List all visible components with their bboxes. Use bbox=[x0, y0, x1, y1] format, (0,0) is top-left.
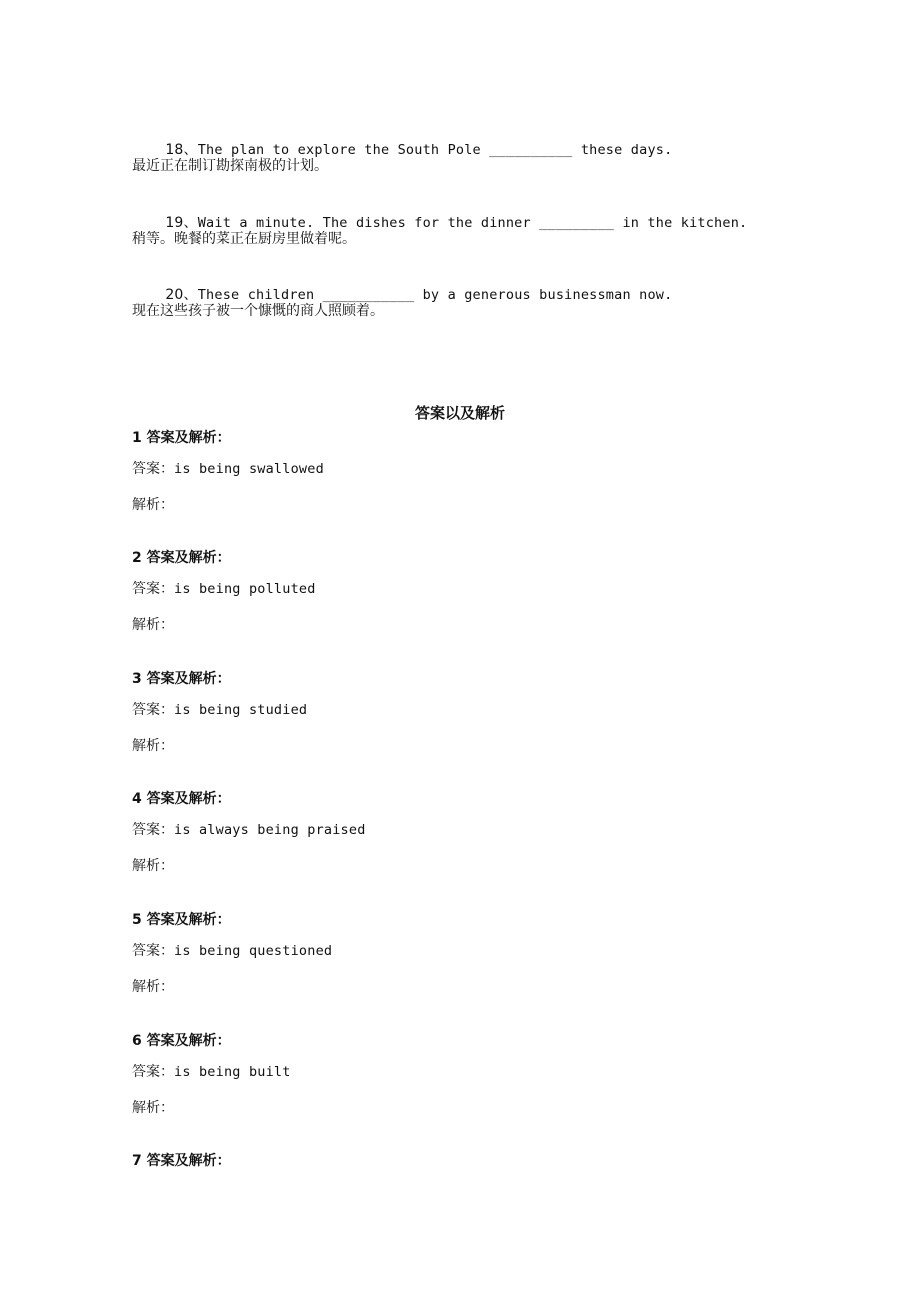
answer-text: is being polluted bbox=[174, 581, 316, 597]
analysis-label: 解析： bbox=[132, 738, 174, 754]
translation-19: 稍等。晚餐的菜正在厨房里做着呢。 bbox=[132, 231, 356, 247]
answer-blank: ___________ bbox=[322, 287, 415, 303]
question-text-before: Wait a minute. The dishes for the dinner bbox=[197, 215, 540, 231]
question-number: 19、 bbox=[165, 215, 198, 231]
answer-text: is being swallowed bbox=[174, 461, 324, 477]
answer-row-1 bbox=[132, 458, 324, 479]
question-text-after: by a generous businessman now. bbox=[414, 287, 673, 303]
analysis-row-2 bbox=[132, 614, 174, 635]
answer-blank: __________ bbox=[489, 142, 573, 158]
answer-label: 答案： bbox=[132, 702, 174, 718]
answer-row-5 bbox=[132, 940, 332, 961]
analysis-row-1 bbox=[132, 494, 174, 515]
answer-heading-5: 5 答案及解析： bbox=[132, 912, 231, 928]
answer-row-3 bbox=[132, 699, 307, 720]
answer-heading-7: 7 答案及解析： bbox=[132, 1153, 231, 1169]
answer-text: is being studied bbox=[174, 702, 308, 718]
answer-label: 答案： bbox=[132, 943, 174, 959]
answer-heading-2: 2 答案及解析： bbox=[132, 550, 231, 566]
analysis-row-6 bbox=[132, 1097, 174, 1118]
analysis-label: 解析： bbox=[132, 617, 174, 633]
analysis-label: 解析： bbox=[132, 1100, 174, 1116]
answers-section-title: 答案以及解析 bbox=[414, 404, 505, 422]
question-text-before: These children bbox=[197, 287, 323, 303]
answer-label: 答案： bbox=[132, 581, 174, 597]
analysis-label: 解析： bbox=[132, 858, 174, 874]
analysis-label: 解析： bbox=[132, 497, 174, 513]
answer-label: 答案： bbox=[132, 461, 174, 477]
translation-20: 现在这些孩子被一个慷慨的商人照顾着。 bbox=[132, 303, 384, 319]
answer-text: is being questioned bbox=[174, 943, 333, 959]
answer-row-2 bbox=[132, 578, 316, 599]
answer-label: 答案： bbox=[132, 822, 174, 838]
answer-heading-4: 4 答案及解析： bbox=[132, 791, 231, 807]
analysis-row-4 bbox=[132, 855, 174, 876]
answer-blank: _________ bbox=[539, 215, 615, 231]
analysis-row-5 bbox=[132, 976, 174, 997]
answer-heading-1: 1 答案及解析： bbox=[132, 430, 231, 446]
answer-heading-6: 6 答案及解析： bbox=[132, 1033, 231, 1049]
question-text-after: in the kitchen. bbox=[614, 215, 748, 231]
translation-18: 最近正在制订勘探南极的计划。 bbox=[132, 158, 328, 174]
question-text-before: The plan to explore the South Pole bbox=[197, 142, 490, 158]
question-number: 18、 bbox=[165, 142, 198, 158]
question-text-after: these days. bbox=[572, 142, 673, 158]
answer-text: is always being praised bbox=[174, 822, 366, 838]
answer-text: is being built bbox=[174, 1064, 291, 1080]
answer-row-4 bbox=[132, 819, 366, 840]
question-number: 20、 bbox=[165, 287, 198, 303]
answer-label: 答案： bbox=[132, 1064, 174, 1080]
analysis-label: 解析： bbox=[132, 979, 174, 995]
answer-row-6 bbox=[132, 1061, 291, 1082]
answer-heading-3: 3 答案及解析： bbox=[132, 671, 231, 687]
analysis-row-3 bbox=[132, 735, 174, 756]
